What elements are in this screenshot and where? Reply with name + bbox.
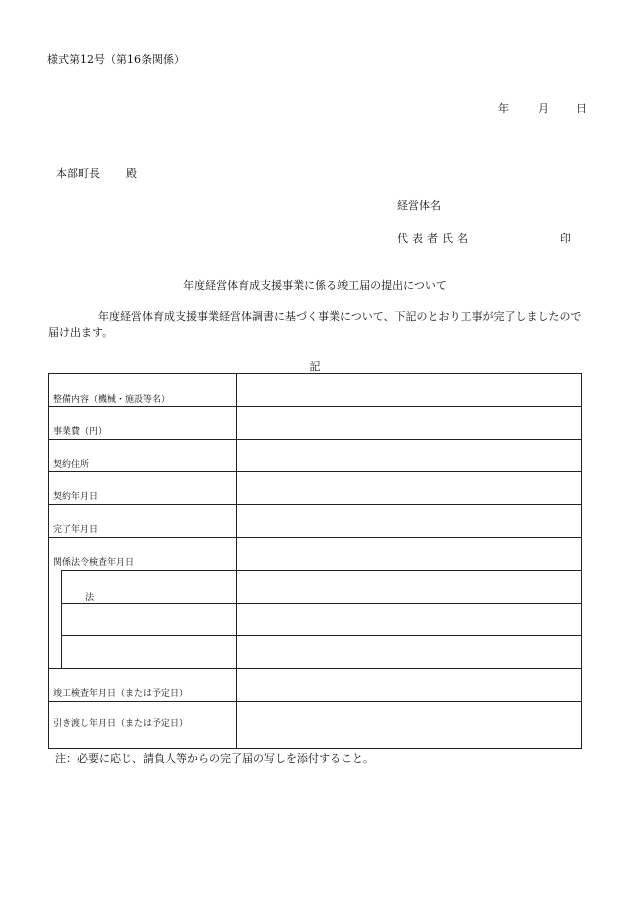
footnote: 注：必要に応じ、請負人等からの完了届の写しを添付すること。 (55, 752, 374, 765)
business-name-label: 経営体名 (397, 199, 441, 212)
sub-row-divider (61, 570, 581, 571)
form-number: 様式第12号（第16条関係） (47, 53, 185, 66)
row-label: 竣工検査年月日（または予定日） (53, 689, 189, 699)
sub-row-divider (61, 603, 581, 604)
seal-mark: 印 (560, 232, 571, 245)
body-text: 年度経営体育成支援事業経営体調書に基づく事業について、下記のとおり工事が完了しましたので届け出ます。 (48, 310, 582, 339)
table-row (49, 374, 581, 407)
table-row (49, 504, 581, 537)
ki-heading: 記 (309, 360, 321, 373)
sub-row-divider (61, 635, 581, 636)
sub-row-indent-line (61, 570, 62, 668)
document-title: 年度経営体育成支援事業に係る竣工届の提出について (183, 279, 447, 292)
table-row (49, 668, 581, 701)
row-label: 関係法令検査年月日 (53, 558, 135, 568)
addressee-suffix: 殿 (126, 167, 137, 180)
row-label: 事業費（円） (53, 427, 108, 437)
row-label: 引き渡し年月日（または予定日） (53, 719, 189, 729)
column-divider-sub (236, 570, 237, 668)
table-row (49, 537, 581, 570)
date-year-label: 年 (498, 102, 509, 115)
table-row (49, 471, 581, 504)
date-month-label: 月 (538, 102, 549, 115)
law-label: 法 (85, 593, 95, 603)
addressee-name: 本部町長 (56, 167, 100, 180)
addressee (56, 165, 137, 181)
date-day-label: 日 (576, 102, 587, 115)
table-row (49, 406, 581, 439)
representative-label: 代表者氏名 (397, 232, 472, 245)
table-row (49, 439, 581, 472)
row-label: 完了年月日 (53, 525, 99, 535)
row-label: 契約住所 (53, 460, 90, 470)
table-row (49, 701, 581, 749)
row-label: 契約年月日 (53, 492, 99, 502)
completion-form-table (48, 373, 582, 749)
row-label: 整備内容（機械・施設等名） (53, 395, 171, 405)
